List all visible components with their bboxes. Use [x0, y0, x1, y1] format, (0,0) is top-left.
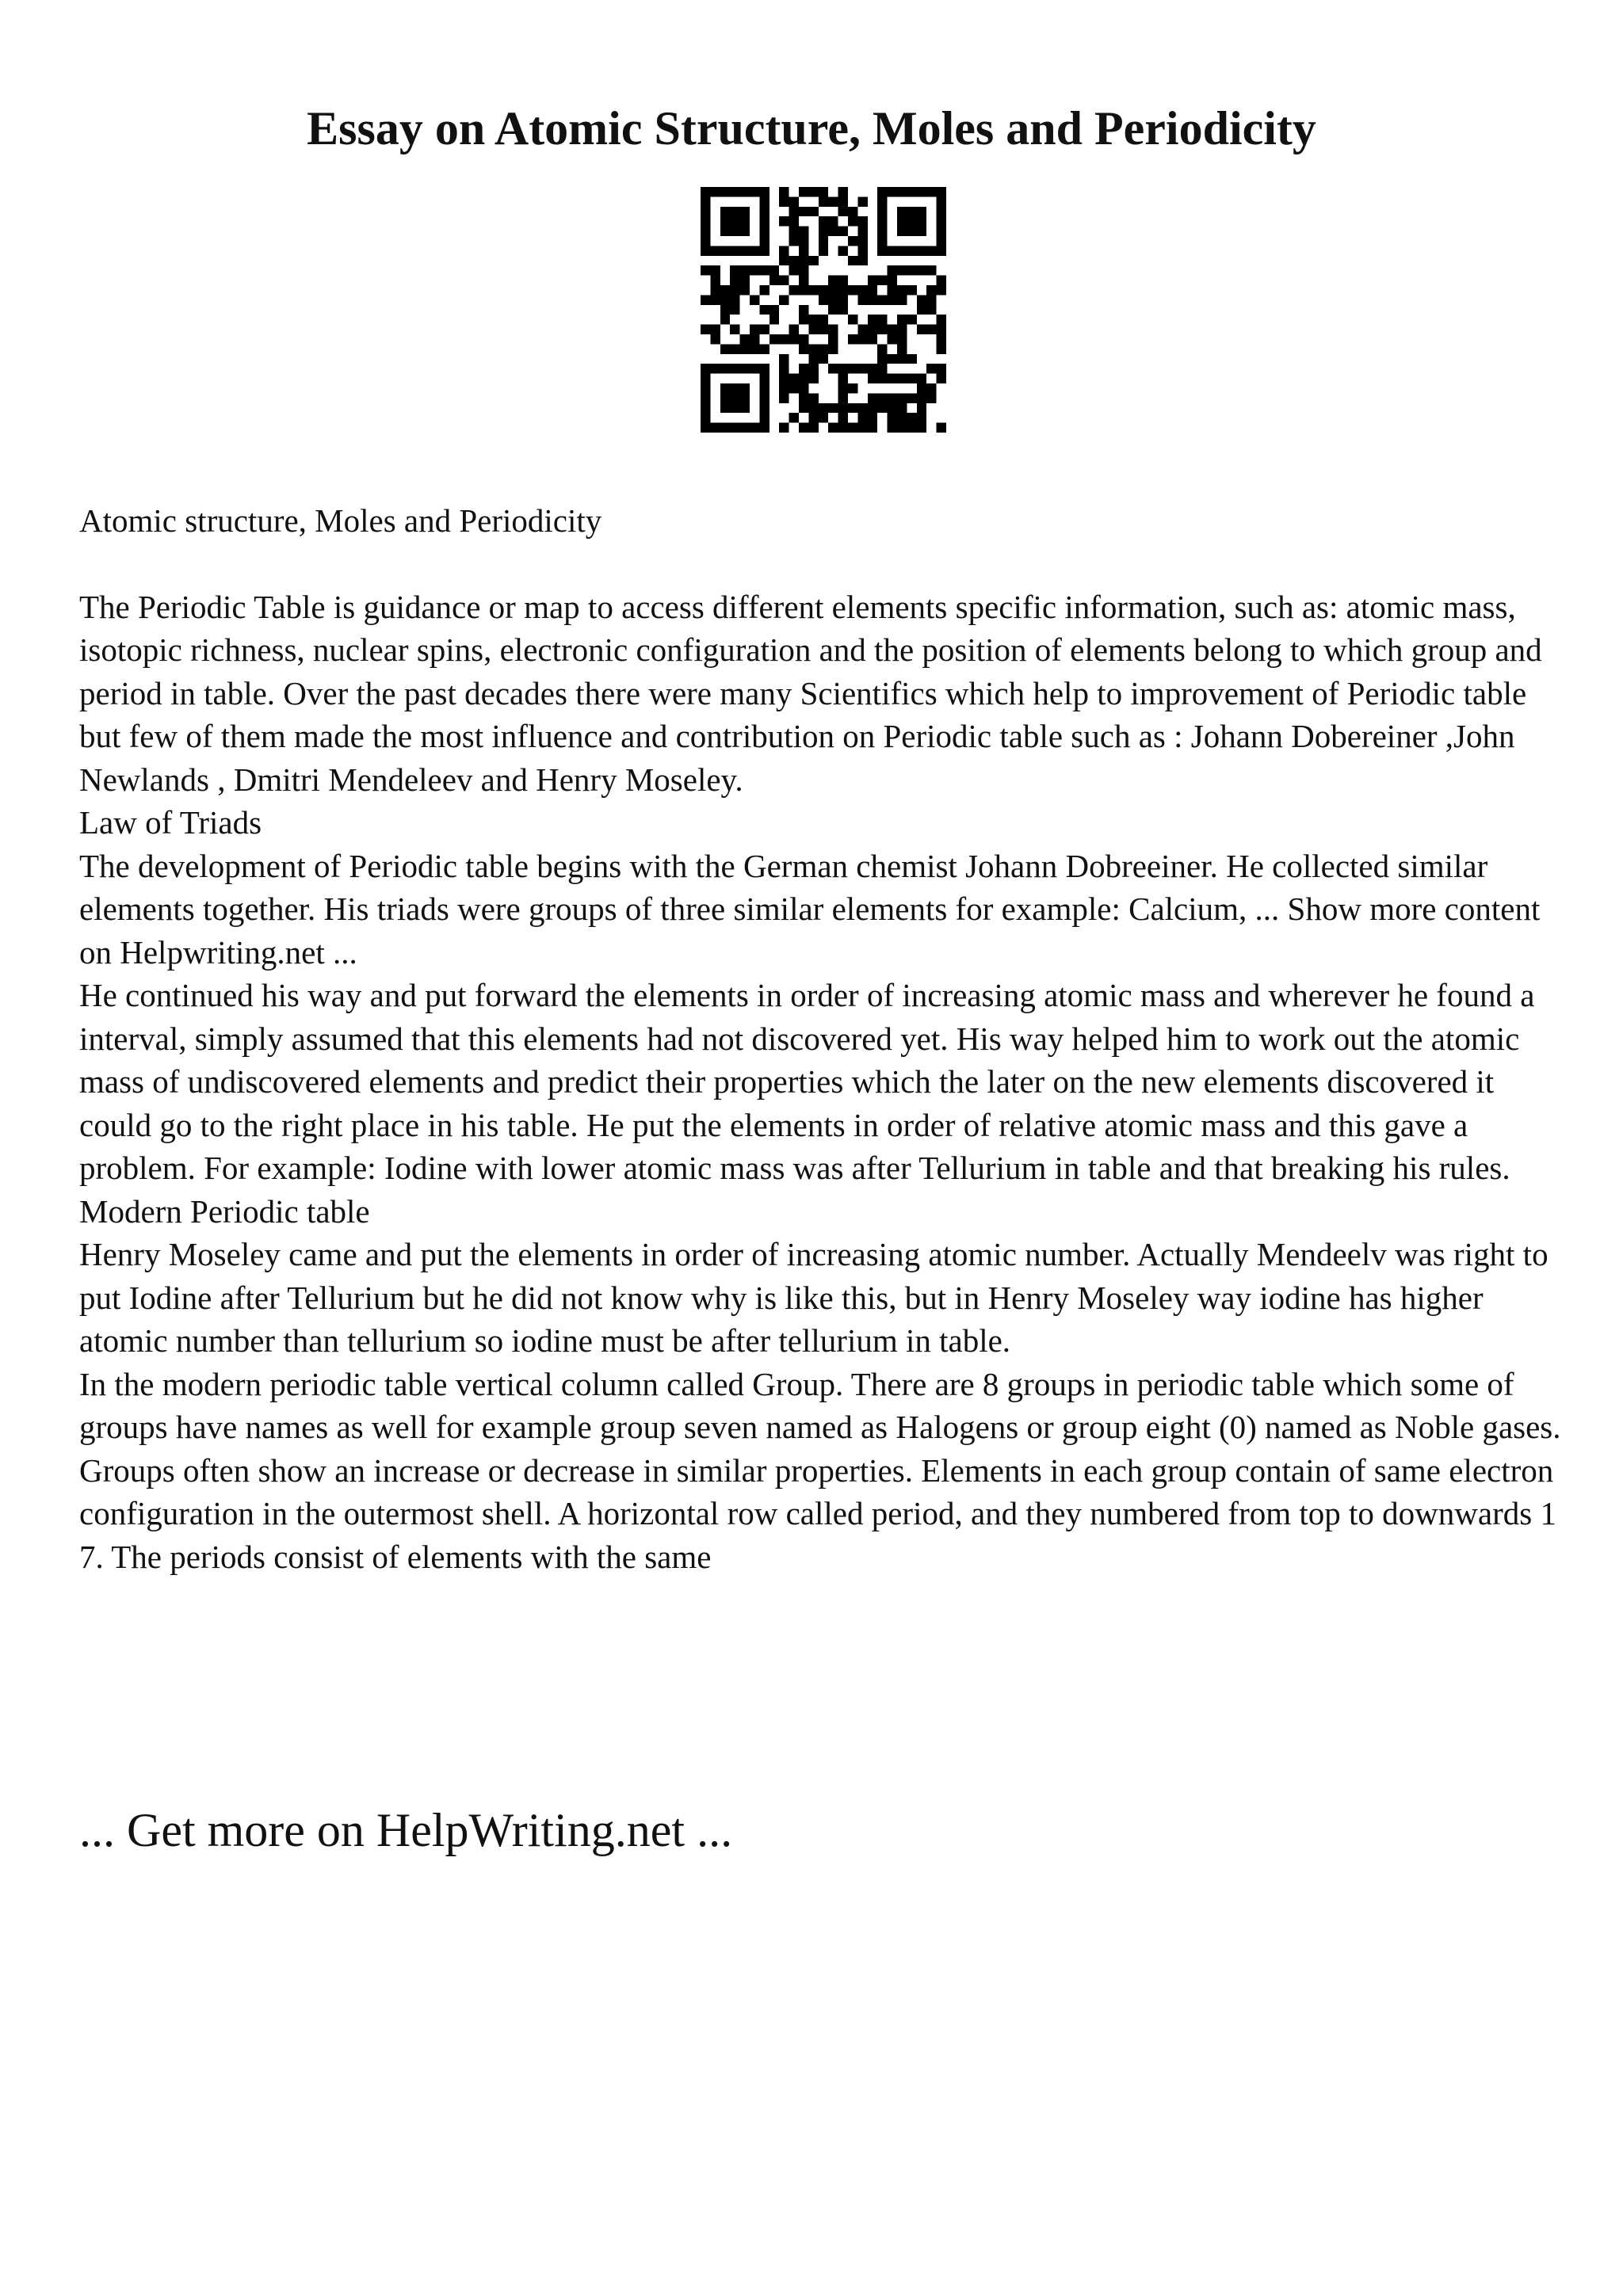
paragraph-groups-periods: In the modern periodic table vertical column called Group. There are 8 groups in periodic table which some of groups have names as well for example group seven named as Halogens or group eight (0) named as Noble gases. Groups often show an increase or decrease in similar properties. Elements in each group contain of same electron configuration in the outermost shell. A horizontal row called period, and they numbered from top to downwards 1 7. The periods consist of elements with the same: [79, 1365, 1561, 1575]
paragraph-intro: The Periodic Table is guidance or map to access different elements specific information, such as: atomic mass, isotopic richness, nuclear spins, electronic configuration and the position of elements belong to which group and period in table. Over the past decades there were many Scientifics which help to improvement of Periodic table but few of them made the most influence and contribution on Periodic table such as : Johann Dobereiner ,John Newlands , Dmitri Mendeleev and Henry Moseley.: [79, 588, 1542, 798]
paragraph-moseley: Henry Moseley came and put the elements in order of increasing atomic number. Actually Mendeelv was right to put Iodine after Tellurium but he did not know why is like this, but in Henry Moseley way iodine has higher atomic number than tellurium so iodine must be after tellurium in table.: [79, 1236, 1549, 1359]
essay-body: [79, 499, 1569, 1578]
essay-subtitle: Atomic structure, Moles and Periodicity: [79, 502, 602, 539]
get-more-link[interactable]: ... Get more on HelpWriting.net ...: [79, 1804, 733, 1856]
qr-code-icon: [701, 187, 946, 433]
section-heading-modern-periodic-table: Modern Periodic table: [79, 1192, 370, 1230]
section-heading-law-of-triads: Law of Triads: [79, 804, 262, 841]
page-title: Essay on Atomic Structure, Moles and Periodicity: [307, 102, 1316, 154]
paragraph-triads: The development of Periodic table begins with the German chemist Johann Dobreeiner. He collected similar elements together. His triads were groups of three similar elements for example: Calcium, ... Show more content on Helpwriting.net ...: [79, 847, 1541, 971]
paragraph-mendeleev: He continued his way and put forward the elements in order of increasing atomic mass and wherever he found a interval, simply assumed that this elements had not discovered yet. His way helped him to work out the atomic mass of undiscovered elements and predict their properties which the later on the new elements discovered it could go to the right place in his table. He put the elements in order of relative atomic mass and this gave a problem. For example: Iodine with lower atomic mass was after Tellurium in table and that breaking his rules.: [79, 977, 1535, 1186]
